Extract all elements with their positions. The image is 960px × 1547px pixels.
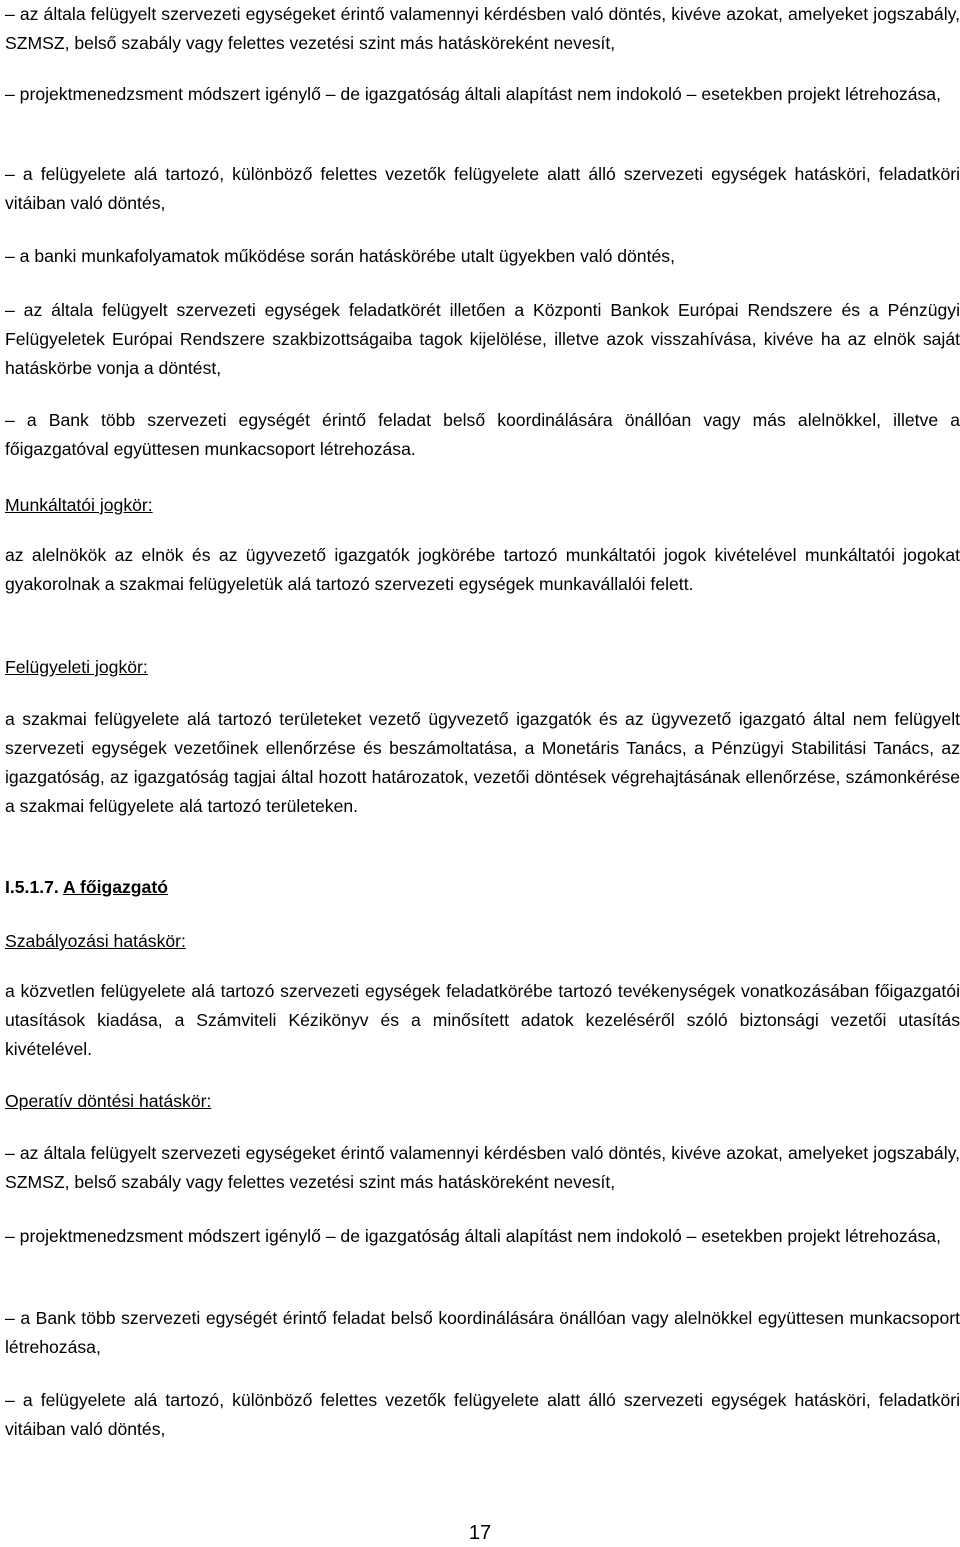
list-item: – a banki munkafolyamatok működése során hatáskörébe utalt ügyekben való döntés, <box>5 246 675 266</box>
section-heading <box>5 873 168 902</box>
supervisory-rights-heading: Felügyeleti jogkör: <box>5 657 148 677</box>
list-item: – a felügyelete alá tartozó, különböző felettes vezetők felügyelete alatt álló szervezeti egységek hatásköri, feladatköri vitáiban való döntés, <box>5 1390 960 1439</box>
list-item: – projektmenedzsment módszert igénylő – de igazgatóság általi alapítást nem indokoló – esetekben projekt létrehozása, <box>5 1226 941 1246</box>
section-title: A főigazgató <box>63 877 168 897</box>
list-item: – a Bank több szervezeti egységét érintő feladat belső koordinálására önállóan vagy alelnökkel együttesen munkacsoport létrehozása, <box>5 1308 960 1357</box>
list-item: – a Bank több szervezeti egységét érintő feladat belső koordinálására önállóan vagy más alelnökkel, illetve a főigazgatóval együttesen munkacsoport létrehozása. <box>5 410 960 459</box>
list-item: – az általa felügyelt szervezeti egységek feladatkörét illetően a Központi Bankok Európai Rendszere és a Pénzügyi Felügyeletek Európai Rendszere szakbizottságaiba tagok kijelölése, illetve azok visszahívása, kivéve ha az elnök saját hatáskörbe vonja a döntést, <box>5 300 960 378</box>
list-item: – az általa felügyelt szervezeti egységeket érintő valamennyi kérdésben való döntés, kivéve azokat, amelyeket jogszabály, SZMSZ, belső szabály vagy felettes vezetési szint más hatásköreként nevesít, <box>5 4 960 53</box>
employer-rights-heading: Munkáltatói jogkör: <box>5 495 153 515</box>
section-number: I.5.1.7. <box>5 877 59 897</box>
page-number: 17 <box>468 1522 492 1544</box>
supervisory-rights-text: a szakmai felügyelete alá tartozó területeket vezető ügyvezető igazgatók és az ügyvezető igazgató által nem felügyelt szervezeti egységek vezetőinek ellenőrzése és beszámoltatása, a Monetáris Tanács, a Pénzügyi Stabilitási Tanács, az igazgatóság, az igazgatóság tagjai által hozott határozatok, vezetői döntések végrehajtásának ellenőrzése, számonkérése a szakmai felügyelete alá tartozó területeken. <box>5 709 960 816</box>
list-item: – a felügyelete alá tartozó, különböző felettes vezetők felügyelete alatt álló szervezeti egységek hatásköri, feladatköri vitáiban való döntés, <box>5 164 960 213</box>
list-item: – projektmenedzsment módszert igénylő – de igazgatóság általi alapítást nem indokoló – esetekben projekt létrehozása, <box>5 84 941 104</box>
employer-rights-text: az alelnökök az elnök és az ügyvezető igazgatók jogkörébe tartozó munkáltatói jogok kivételével munkáltatói jogokat gyakorolnak a szakmai felügyeletük alá tartozó szervezeti egységek munkavállalói felett. <box>5 545 960 594</box>
regulatory-authority-text: a közvetlen felügyelete alá tartozó szervezeti egységek feladatkörébe tartozó tevékenységek vonatkozásában főigazgatói utasítások kiadása, a Számviteli Kézikönyv és a minősített adatok kezeléséről szóló biztonsági vezetői utasítás kivételével. <box>5 981 960 1059</box>
list-item: – az általa felügyelt szervezeti egységeket érintő valamennyi kérdésben való döntés, kivéve azokat, amelyeket jogszabály, SZMSZ, belső szabály vagy felettes vezetési szint más hatásköreként nevesít, <box>5 1143 960 1192</box>
regulatory-authority-heading: Szabályozási hatáskör: <box>5 931 186 951</box>
operative-authority-heading: Operatív döntési hatáskör: <box>5 1091 212 1111</box>
